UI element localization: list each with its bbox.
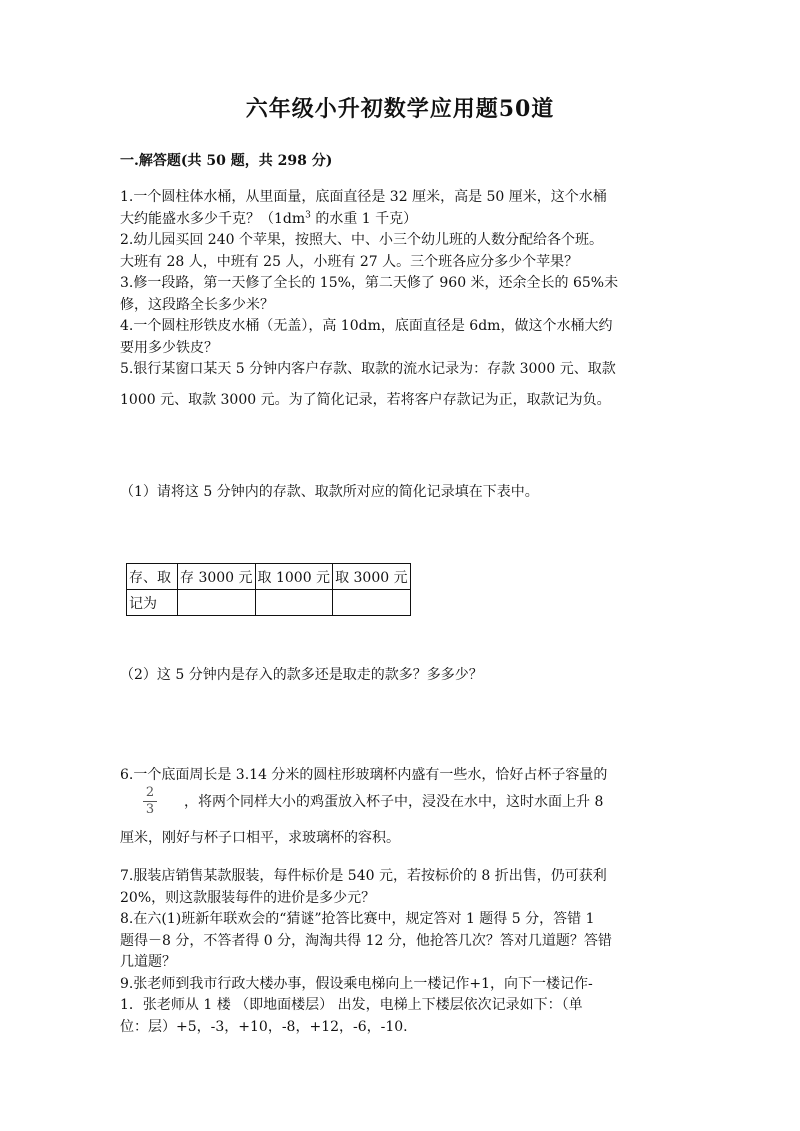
table-row bbox=[127, 590, 411, 616]
table-cell: 取 3000 元 bbox=[333, 564, 411, 590]
page-title: 六年级小升初数学应用题50道 bbox=[245, 96, 555, 122]
table-cell[interactable] bbox=[333, 590, 411, 616]
q4-line1: 4.一个圆柱形铁皮水桶（无盖），高 10dm，底面直径是 6dm，做这个水桶大约 bbox=[120, 318, 613, 334]
q5-sub2: （2）这 5 分钟内是存入的款多还是取走的款多？多多少？ bbox=[120, 667, 483, 683]
fraction-numerator: 2 bbox=[145, 785, 155, 800]
table-cell[interactable] bbox=[178, 590, 256, 616]
table-cell[interactable] bbox=[255, 590, 333, 616]
q2-line1: 2.幼儿园买回 240 个苹果，按照大、中、小三个幼儿班的人数分配给各个班。 bbox=[120, 232, 603, 248]
table-cell: 取 1000 元 bbox=[255, 564, 333, 590]
q9-line2: 1．张老师从 1 楼 （即地面楼层） 出发，电梯上下楼层依次记录如下：（单 bbox=[120, 997, 583, 1013]
q8-line3: 几道题？ bbox=[120, 954, 176, 970]
q6-line3: 厘米，刚好与杯子口相平，求玻璃杯的容积。 bbox=[120, 830, 400, 846]
q7-line2: 20%，则这款服装每件的进价是多少元？ bbox=[120, 889, 376, 906]
q2-line2: 大班有 28 人，中班有 25 人，小班有 27 人。三个班各应分多少个苹果？ bbox=[120, 253, 579, 270]
table-cell: 记为 bbox=[127, 590, 178, 616]
record-table bbox=[126, 563, 411, 616]
q5-line2: 1000 元、取款 3000 元。为了简化记录，若将客户存款记为正，取款记为负。 bbox=[120, 392, 611, 408]
q1-line2: 大约能盛水多少千克？（$1dm^3$ 的水重 1 千克） bbox=[120, 209, 418, 227]
section-heading: 一.解答题(共 50 题，共 298 分) bbox=[120, 153, 333, 169]
q8-line1: 8.在六(1)班新年联欢会的“猜谜”抢答比赛中，规定答对 1 题得 5 分，答错 1 bbox=[120, 911, 595, 927]
fraction-denominator: 3 bbox=[145, 802, 155, 817]
table-cell: 存 3000 元 bbox=[178, 564, 256, 590]
q8-line2: 题得－8 分，不答者得 0 分，淘淘共得 12 分，他抢答几次？答对几道题？答错 bbox=[120, 932, 612, 949]
q5-line1: 5.银行某窗口某天 5 分钟内客户存款、取款的流水记录为：存款 3000 元、取款 bbox=[120, 361, 616, 377]
q1-line1: 1.一个圆柱体水桶，从里面量，底面直径是 32 厘米，高是 50 厘米，这个水桶 bbox=[120, 189, 607, 205]
q9-line3: 位：层）+5，-3，+10，-8，+12，-6，-10. bbox=[120, 1018, 408, 1035]
fraction bbox=[143, 786, 157, 817]
q6-line1: 6.一个底面周长是 3.14 分米的圆柱形玻璃杯内盛有一些水，恰好占杯子容量的 bbox=[120, 767, 608, 783]
questions-block-1 bbox=[120, 187, 690, 381]
table-cell: 存、取 bbox=[127, 564, 178, 590]
q5-sub1: （1）请将这 5 分钟内的存款、取款所对应的简化记录填在下表中。 bbox=[120, 484, 539, 500]
q3-line1: 3.修一段路，第一天修了全长的 15%，第二天修了 960 米，还余全长的 65%未 bbox=[120, 275, 619, 291]
q1-superscript: 3 bbox=[305, 209, 311, 220]
q9-line1: 9.张老师到我市行政大楼办事，假设乘电梯向上一楼记作+1，向下一楼记作- bbox=[120, 975, 593, 992]
questions-block-2 bbox=[120, 866, 690, 1038]
q6-line2: ，将两个同样大小的鸡蛋放入杯子中，浸没在水中，这时水面上升 8 bbox=[184, 794, 604, 810]
q4-line2: 要用多少铁皮？ bbox=[120, 339, 218, 356]
q3-line2: 修，这段路全长多少米？ bbox=[120, 296, 274, 313]
q7-line1: 7.服装店销售某款服装，每件标价是 540 元，若按标价的 8 折出售，仍可获利 bbox=[120, 868, 607, 884]
table-row bbox=[127, 564, 411, 590]
